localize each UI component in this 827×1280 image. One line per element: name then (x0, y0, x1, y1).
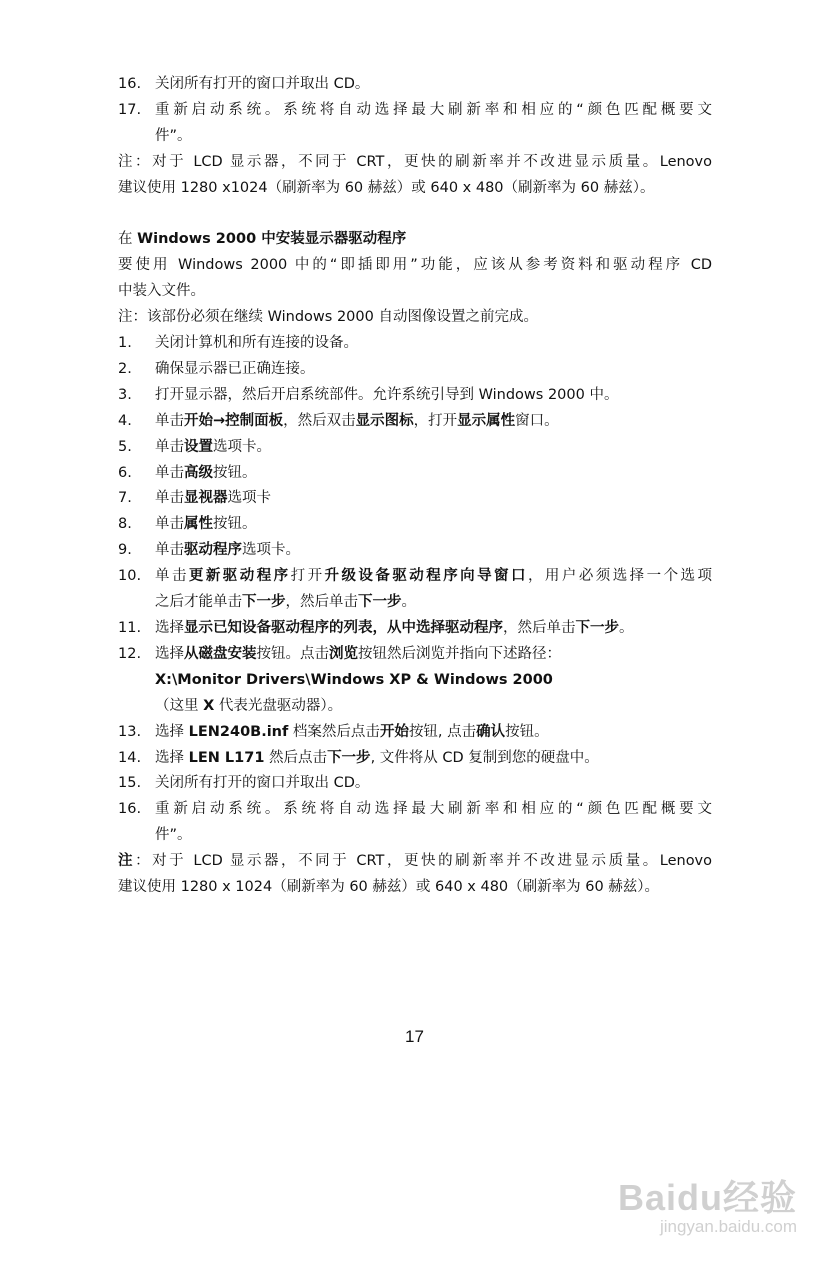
text: 重新启动系统。系统将自动选择最大刷新率和相应的“颜色匹配概要文 (155, 101, 712, 118)
text: 选项卡。 (242, 542, 300, 559)
text-line (118, 279, 712, 305)
paragraph (118, 150, 712, 202)
bold-text: 设置 (184, 438, 213, 455)
text: 之后才能单击 (155, 594, 242, 611)
text: 单击 (155, 516, 184, 533)
text-line (155, 590, 712, 616)
list-item (118, 98, 712, 150)
text: 建议使用 1280 x 1024（刷新率为 60 赫兹）或 640 x 480（刷新率为 60 赫兹）。 (118, 879, 660, 896)
list-item (118, 409, 712, 435)
paragraph (118, 305, 712, 331)
text: 中装入文件。 (118, 283, 205, 300)
bold-text: 显示已知设备驱动程序的列表，从中选择驱动程序 (184, 620, 503, 637)
list-item (118, 538, 712, 564)
text: 档案然后点击 (288, 723, 380, 740)
text: 。 (619, 620, 634, 637)
text: 确保显示器已正确连接。 (155, 360, 315, 377)
text-line (155, 357, 712, 383)
list-item (118, 564, 712, 616)
list-number: 8. (118, 516, 132, 533)
text-line (155, 486, 712, 512)
list-item (118, 486, 712, 512)
text: 。 (401, 594, 416, 611)
list-item (118, 72, 712, 98)
text-line (155, 746, 712, 772)
text: 关闭所有打开的窗口并取出 CD。 (155, 76, 370, 92)
text-line (155, 72, 712, 98)
list-item (118, 383, 712, 409)
list-item (118, 331, 712, 357)
text: 关闭计算机和所有连接的设备。 (155, 335, 358, 352)
text: 重新启动系统。系统将自动选择最大刷新率和相应的“颜色匹配概要文 (155, 801, 712, 818)
paragraph (118, 849, 712, 901)
text-line (155, 538, 712, 564)
text-line (155, 642, 712, 668)
section-heading (118, 227, 712, 253)
text: ，然后双击 (283, 412, 356, 429)
list-item (118, 461, 712, 487)
bold-text: 高级 (184, 464, 213, 481)
text: 注：该部份必须在继续 Windows 2000 自动图像设置之前完成。 (118, 309, 538, 326)
text-line (155, 512, 712, 538)
bold-text: 升级设备驱动程序向导窗口 (324, 568, 528, 585)
text: 单击 (155, 568, 189, 585)
list-number: 5. (118, 438, 132, 455)
bold-text: 下一步 (358, 594, 402, 611)
list-number: 15. (118, 775, 142, 792)
list-item (118, 512, 712, 538)
list-item (118, 435, 712, 461)
text-line (155, 124, 712, 150)
bold-text: Windows 2000 中安装显示器驱动程序 (137, 231, 407, 248)
text: 单击 (155, 438, 184, 455)
paragraph (118, 253, 712, 305)
text: 按钮然后浏览并指向下述路径： (358, 645, 561, 662)
list-item (118, 642, 712, 720)
text-line (155, 383, 712, 409)
text-line (155, 331, 712, 357)
bold-text: 注 (118, 853, 136, 870)
text-line (155, 616, 712, 642)
bold-text: 从磁盘安装 (184, 645, 257, 662)
list-number: 6. (118, 464, 132, 481)
text: ：对于 LCD 显示器，不同于 CRT，更快的刷新率并不改进显示质量。Lenovo (135, 853, 713, 870)
list-number: 14. (118, 749, 142, 766)
text: ，然后单击 (503, 620, 576, 637)
bold-text: 下一步 (327, 749, 371, 766)
text: 按钮。 (213, 464, 257, 481)
bold-text: 显示属性 (457, 412, 516, 429)
text: ，打开 (413, 412, 458, 429)
text: , 文件将从 CD 复制到您的硬盘中。 (370, 749, 599, 766)
list-item (118, 357, 712, 383)
text: 选项卡。 (213, 438, 271, 455)
text: ，用户必须选择一个选项 (527, 568, 712, 585)
text: 选择 (155, 620, 184, 637)
text: 然后点击 (264, 749, 328, 766)
bold-text: 开始 (379, 723, 409, 740)
text: 注：对于 LCD 显示器，不同于 CRT，更快的刷新率并不改进显示质量。Lenovo (118, 153, 712, 170)
watermark-url: jingyan.baidu.com (659, 1217, 797, 1236)
text-line (155, 435, 712, 461)
list-number: 1. (118, 335, 132, 352)
text-line (155, 771, 712, 797)
text: 窗口。 (515, 412, 559, 429)
text: 按钮。点击 (256, 645, 329, 662)
text: 单击 (155, 542, 184, 559)
bold-text: LEN L171 (188, 749, 265, 766)
text: （这里 (155, 697, 204, 714)
bold-text: 显视器 (184, 490, 228, 507)
text-line (118, 227, 712, 253)
page-number: 17 (405, 1027, 424, 1046)
text-line (155, 694, 712, 720)
bold-text: 下一步 (575, 620, 619, 637)
text-line (155, 668, 712, 694)
text: 在 (118, 231, 138, 248)
bold-text: 下一步 (242, 594, 286, 611)
text: 按钮。 (505, 723, 549, 740)
text: 单击 (155, 412, 184, 429)
text: 件”。 (155, 127, 192, 144)
text-line (118, 150, 712, 176)
text-line (118, 253, 712, 279)
spacer (118, 202, 712, 228)
watermark-logo: Baidu经验 (617, 1177, 797, 1218)
text: 选择 (155, 645, 184, 662)
list-number: 17. (118, 101, 142, 118)
text-line (118, 305, 712, 331)
list-item (118, 746, 712, 772)
bold-text: 开始→控制面板 (184, 412, 284, 429)
text-line (118, 176, 712, 202)
text: 打开 (290, 568, 325, 585)
document-body (118, 72, 712, 901)
list-number: 7. (118, 490, 132, 507)
list-item (118, 771, 712, 797)
text: 选项卡 (227, 490, 271, 507)
list-number: 4. (118, 412, 132, 429)
text: 选择 (155, 749, 189, 766)
text-line (155, 564, 712, 590)
list-number: 9. (118, 542, 132, 559)
text: 按钮。 (213, 516, 257, 533)
list-number: 2. (118, 360, 132, 377)
text: 单击 (155, 464, 184, 481)
bold-text: X (203, 697, 215, 714)
list-number: 13. (118, 723, 142, 740)
bold-text: LEN240B.inf (188, 723, 289, 740)
bold-text: X:\Monitor Drivers\Windows XP & Windows 2000 (155, 671, 553, 688)
list-item (118, 797, 712, 849)
text: 件”。 (155, 827, 192, 844)
bold-text: 驱动程序 (184, 542, 242, 559)
list-number: 16. (118, 76, 142, 92)
text: 代表光盘驱动器）。 (214, 697, 343, 714)
text-line (155, 797, 712, 823)
list-number: 12. (118, 645, 142, 662)
bold-text: 更新驱动程序 (188, 568, 291, 585)
bold-text: 显示图标 (355, 412, 414, 429)
text: 要使用 Windows 2000 中的“即插即用”功能，应该从参考资料和驱动程序 CD (118, 257, 712, 274)
bold-text: 浏览 (329, 645, 358, 662)
text: 打开显示器，然后开启系统部件。允许系统引导到 Windows 2000 中。 (155, 386, 619, 403)
baidu-watermark (618, 1170, 797, 1237)
text: 选择 (155, 723, 189, 740)
list-item (118, 616, 712, 642)
text-line (155, 461, 712, 487)
list-number: 10. (118, 568, 142, 585)
list-item (118, 720, 712, 746)
list-number: 11. (118, 620, 142, 637)
text-line (118, 875, 712, 901)
text-line (155, 823, 712, 849)
text: 单击 (155, 490, 184, 507)
list-number: 16. (118, 801, 142, 818)
text: 建议使用 1280 x1024（刷新率为 60 赫兹）或 640 x 480（刷新率为 60 赫兹）。 (118, 179, 655, 196)
text-line (155, 98, 712, 124)
text-line (118, 849, 712, 875)
text: 按钮, 点击 (408, 723, 477, 740)
text: ，然后单击 (285, 594, 358, 611)
text-line (155, 409, 712, 435)
bold-text: 确认 (476, 723, 506, 740)
text-line (155, 720, 712, 746)
text: 关闭所有打开的窗口并取出 CD。 (155, 775, 370, 792)
bold-text: 属性 (184, 516, 213, 533)
list-number: 3. (118, 386, 132, 403)
